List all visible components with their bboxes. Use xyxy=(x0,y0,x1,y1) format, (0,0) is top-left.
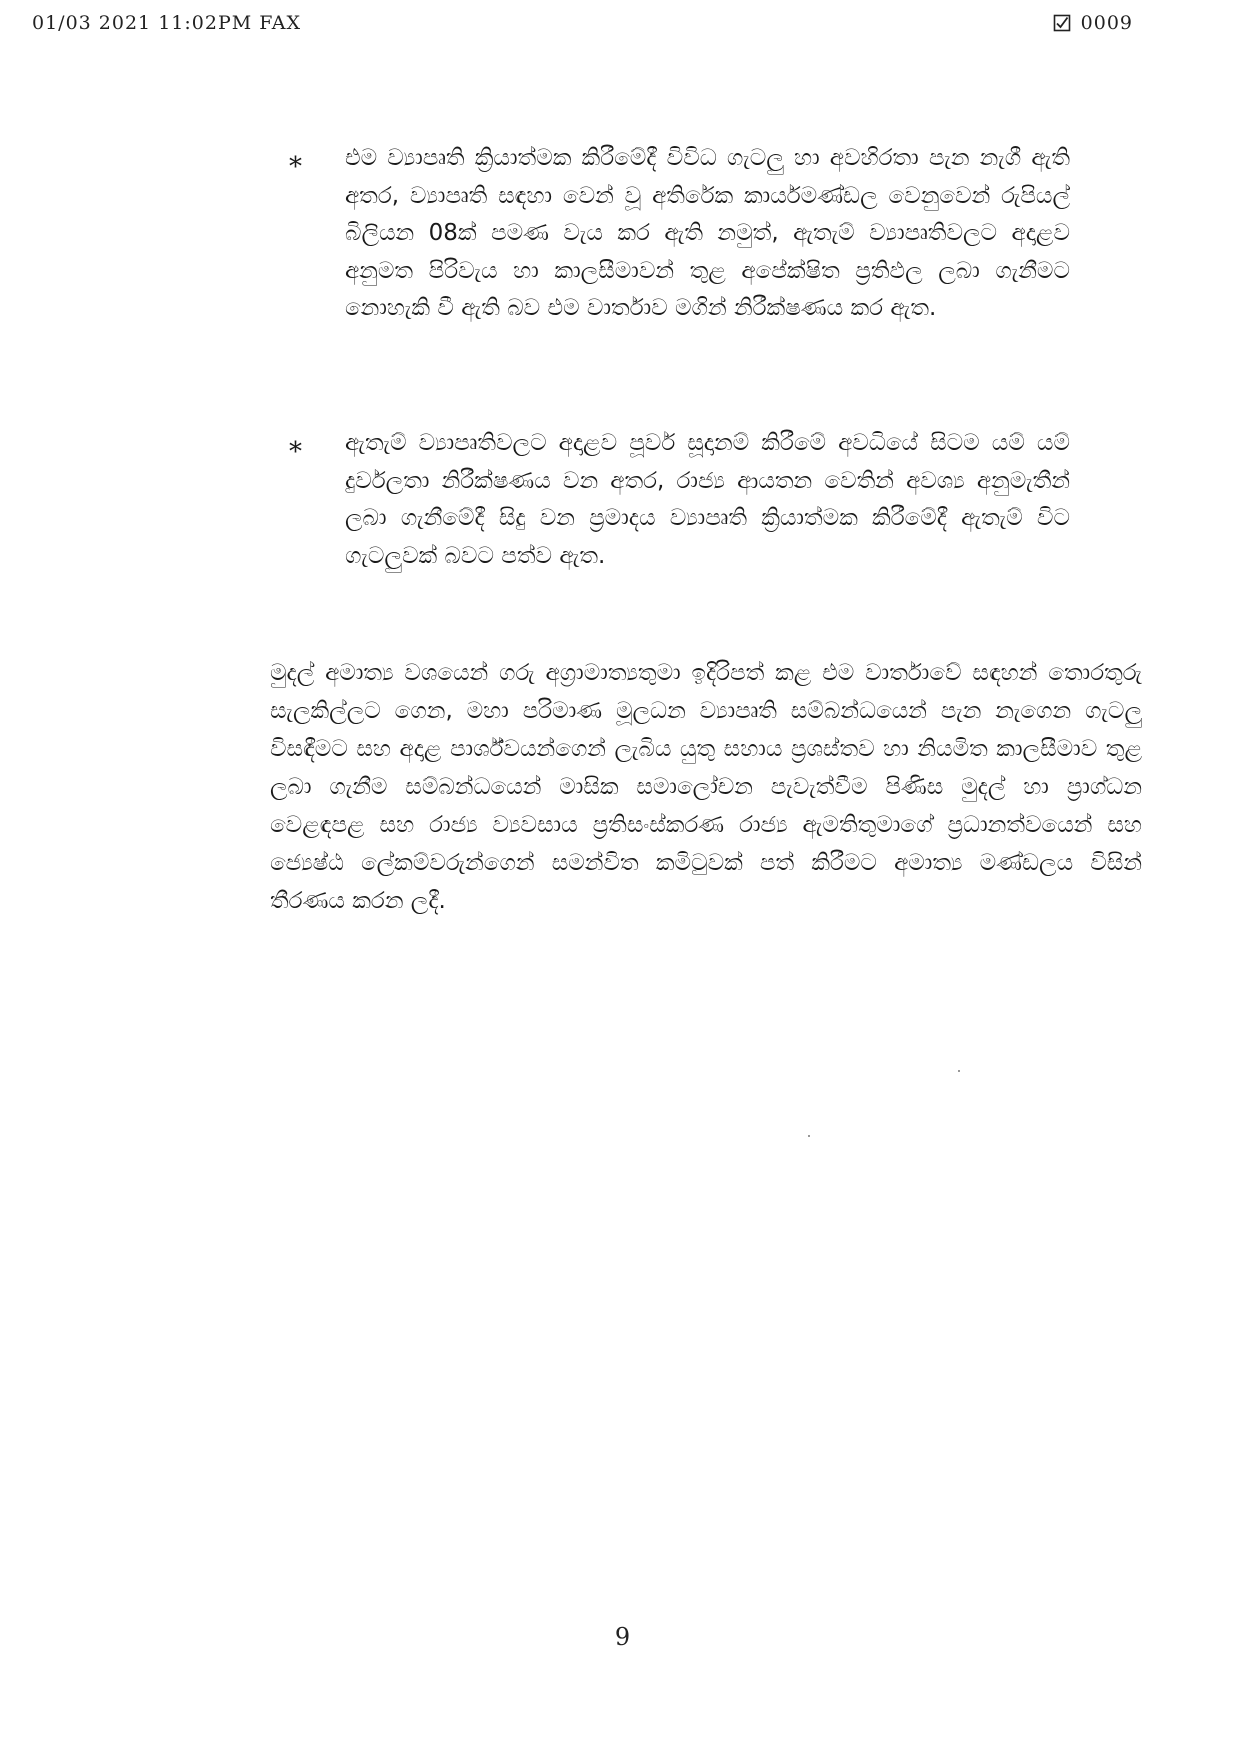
page-number: 9 xyxy=(614,1623,631,1651)
fax-page-marker xyxy=(1053,12,1133,34)
bullet-text: ඇතැම් ව්‍යාපෘතිවලට අදාළව පූර්ව සූදානම් කිරීමේ අවධියේ සිටම යම් යම් දුර්වලතා නිරීක්ෂණය වන අතර, රාජ්‍ය ආයතන වෙතින් අවශ්‍ය අනුමැතීන් ලබා ගැනීමේදී සිදු වන ප්‍රමාදය ව්‍යාපෘති ක්‍රියාත්මක කිරීමේදී ඇතැම් විට ගැටලුවක් බවට පත්ව ඇත. xyxy=(345,430,1070,569)
fax-page-code: 0009 xyxy=(1080,12,1133,34)
fax-checkbox-icon xyxy=(1053,14,1071,32)
fax-header xyxy=(32,12,1213,38)
scan-speck xyxy=(958,1070,960,1072)
scan-speck xyxy=(808,1135,810,1137)
fax-timestamp: 01/03 2021 11:02PM FAX xyxy=(32,12,301,34)
bullet-text: එම ව්‍යාපෘති ක්‍රියාත්මක කිරීමේදී විවිධ ගැටලු හා අවහිරතා පැන නැගී ඇති අතර, ව්‍යාපෘති සඳහා වෙන් වූ අතිරේක කාර්යමණ්ඩල වෙනුවෙන් රුපියල් බිලියන 08ක් පමණ වැය කර ඇති නමුත්, ඇතැම් ව්‍යාපෘතිවලට අදාළව අනුමත පිරිවැය හා කාලසීමාවන් තුළ අපේක්ෂිත ප්‍රතිඵල ලබා ගැනීමට නොහැකි වී ඇති බව එම වාර්තාව මගින් නිරීක්ෂණය කර ඇත. xyxy=(345,145,1070,321)
bullet-marker: * xyxy=(289,152,302,182)
bullet-marker: * xyxy=(289,437,302,467)
decision-paragraph: මුදල් අමාත්‍ය වශයෙන් ගරු අග්‍රාමාත්‍යතුමා ඉදිරිපත් කළ එම වාර්තාවේ සඳහන් තොරතුරු සැලකිල්ලට ගෙන, මහා පරිමාණ මූලධන ව්‍යාපෘති සම්බන්ධයෙන් පැන නැගෙන ගැටලු විසඳීමට සහ අදාළ පාර්ශ්වයන්ගෙන් ලැබිය යුතු සහාය ප්‍රශස්තව හා නියමිත කාලසීමාව තුළ ලබා ගැනීම සම්බන්ධයෙන් මාසික සමාලෝචන පැවැත්වීම පිණිස මුදල් හා ප්‍රාග්ධන වෙළඳපළ සහ රාජ්‍ය ව්‍යවසාය ප්‍රතිසංස්කරණ රාජ්‍ය ඇමතිතුමාගේ ප්‍රධානත්වයෙන් සහ ජ්‍යෙෂ්ඨ ලේකම්වරුන්ගෙන් සමන්විත කමිටුවක් පත් කිරීමට අමාත්‍ය මණ්ඩලය විසින් තීරණය කරන ලදී. xyxy=(270,660,1142,914)
